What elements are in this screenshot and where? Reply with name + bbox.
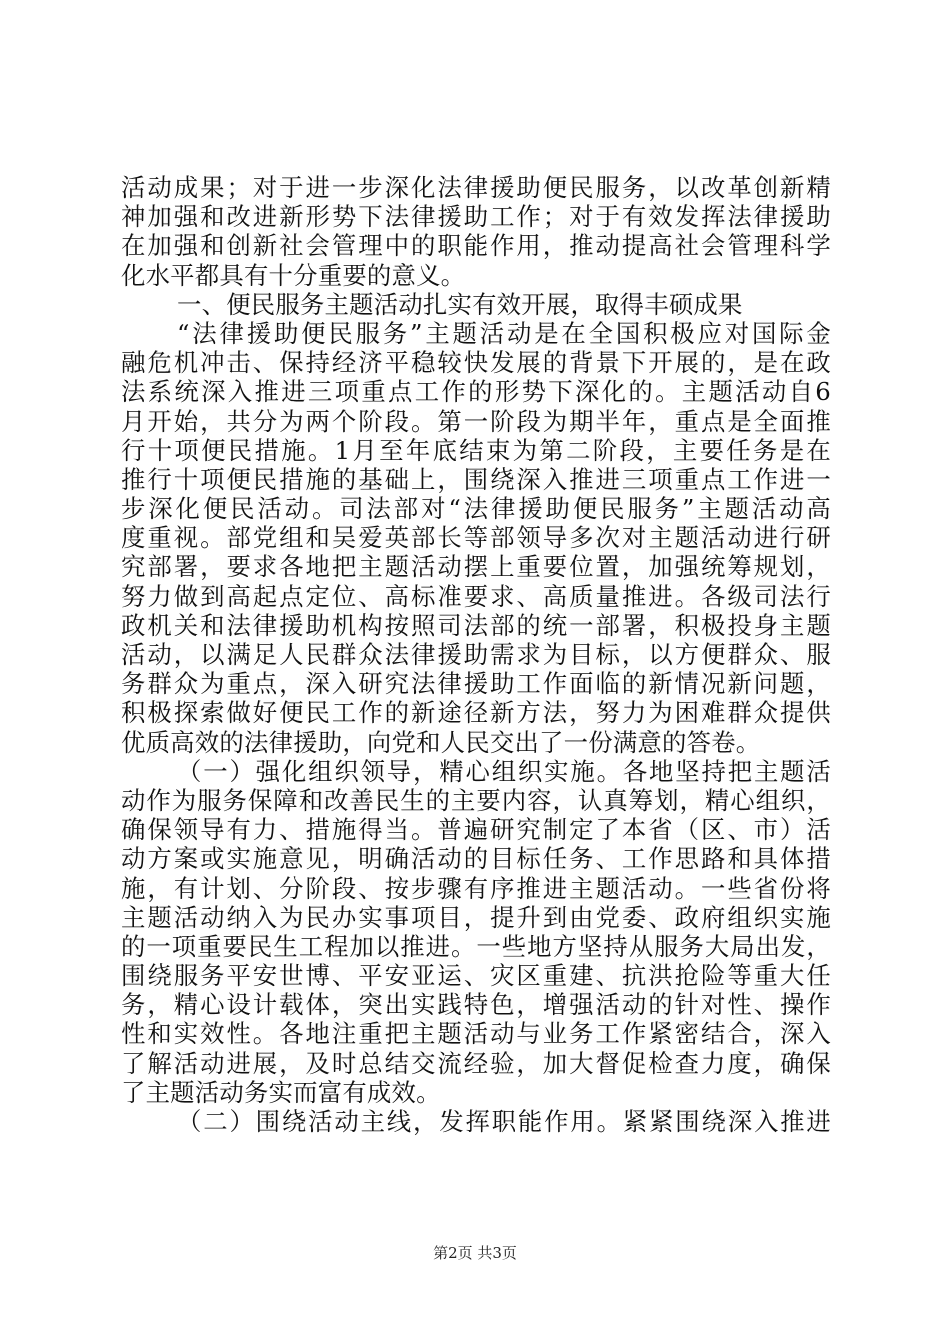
text-line: 动作为服务保障和改善民生的主要内容，认真筹划，精心组织， — [121, 785, 831, 815]
text-line: 行十项便民措施。1月至年底结束为第二阶段，主要任务是在 — [121, 435, 831, 465]
text-line: 主题活动纳入为民办实事项目，提升到由党委、政府组织实施 — [121, 902, 831, 932]
text-line: 务，精心设计载体，突出实践特色，增强活动的针对性、操作 — [121, 990, 831, 1020]
body-text — [121, 173, 831, 1136]
text-line: 月开始，共分为两个阶段。第一阶段为期半年，重点是全面推 — [121, 406, 831, 436]
text-line: 究部署，要求各地把主题活动摆上重要位置，加强统筹规划， — [121, 552, 831, 582]
text-line: 了解活动进展，及时总结交流经验，加大督促检查力度，确保 — [121, 1048, 831, 1078]
text-line: 施，有计划、分阶段、按步骤有序推进主题活动。一些省份将 — [121, 873, 831, 903]
text-line: 了主题活动务实而富有成效。 — [121, 1077, 441, 1107]
text-line: 在加强和创新社会管理中的职能作用，推动提高社会管理科学 — [121, 231, 831, 261]
text-line: 活动成果；对于进一步深化法律援助便民服务，以改革创新精 — [121, 173, 831, 202]
text-line: 法系统深入推进三项重点工作的形势下深化的。主题活动自6 — [121, 377, 831, 407]
text-line: 步深化便民活动。司法部对“法律援助便民服务”主题活动高 — [121, 494, 831, 524]
text-line: （一）强化组织领导，精心组织实施。各地坚持把主题活 — [177, 756, 831, 786]
text-line: 化水平都具有十分重要的意义。 — [121, 260, 466, 290]
text-line: 一、便民服务主题活动扎实有效开展，取得丰硕成果 — [177, 289, 743, 319]
text-line: 推行十项便民措施的基础上，围绕深入推进三项重点工作进一 — [121, 464, 831, 494]
text-line: 的一项重要民生工程加以推进。一些地方坚持从服务大局出发， — [121, 931, 831, 961]
text-line: 性和实效性。各地注重把主题活动与业务工作紧密结合，深入 — [121, 1019, 831, 1049]
text-line: 融危机冲击、保持经济平稳较快发展的背景下开展的，是在政 — [121, 348, 831, 378]
text-line: 动方案或实施意见，明确活动的目标任务、工作思路和具体措 — [121, 844, 831, 874]
text-line: 努力做到高起点定位、高标准要求、高质量推进。各级司法行 — [121, 581, 831, 611]
text-line: 务群众为重点，深入研究法律援助工作面临的新情况新问题， — [121, 669, 831, 699]
text-line: 政机关和法律援助机构按照司法部的统一部署，积极投身主题 — [121, 610, 831, 640]
text-line: 神加强和改进新形势下法律援助工作；对于有效发挥法律援助 — [121, 202, 831, 232]
text-line: 围绕服务平安世博、平安亚运、灾区重建、抗洪抢险等重大任 — [121, 961, 831, 991]
page-footer: 第2页 共3页 — [433, 1244, 517, 1262]
text-line: 活动，以满足人民群众法律援助需求为目标，以方便群众、服 — [121, 640, 831, 669]
text-line: 优质高效的法律援助，向党和人民交出了一份满意的答卷。 — [121, 727, 761, 757]
text-line: 度重视。部党组和吴爱英部长等部领导多次对主题活动进行研 — [121, 523, 831, 553]
text-line: 确保领导有力、措施得当。普遍研究制定了本省（区、市）活 — [121, 815, 831, 845]
text-line: （二）围绕活动主线，发挥职能作用。紧紧围绕深入推进 — [177, 1107, 831, 1136]
text-line: 积极探索做好便民工作的新途径新方法，努力为困难群众提供 — [121, 698, 831, 728]
text-line: “法律援助便民服务”主题活动是在全国积极应对国际金 — [177, 318, 831, 348]
